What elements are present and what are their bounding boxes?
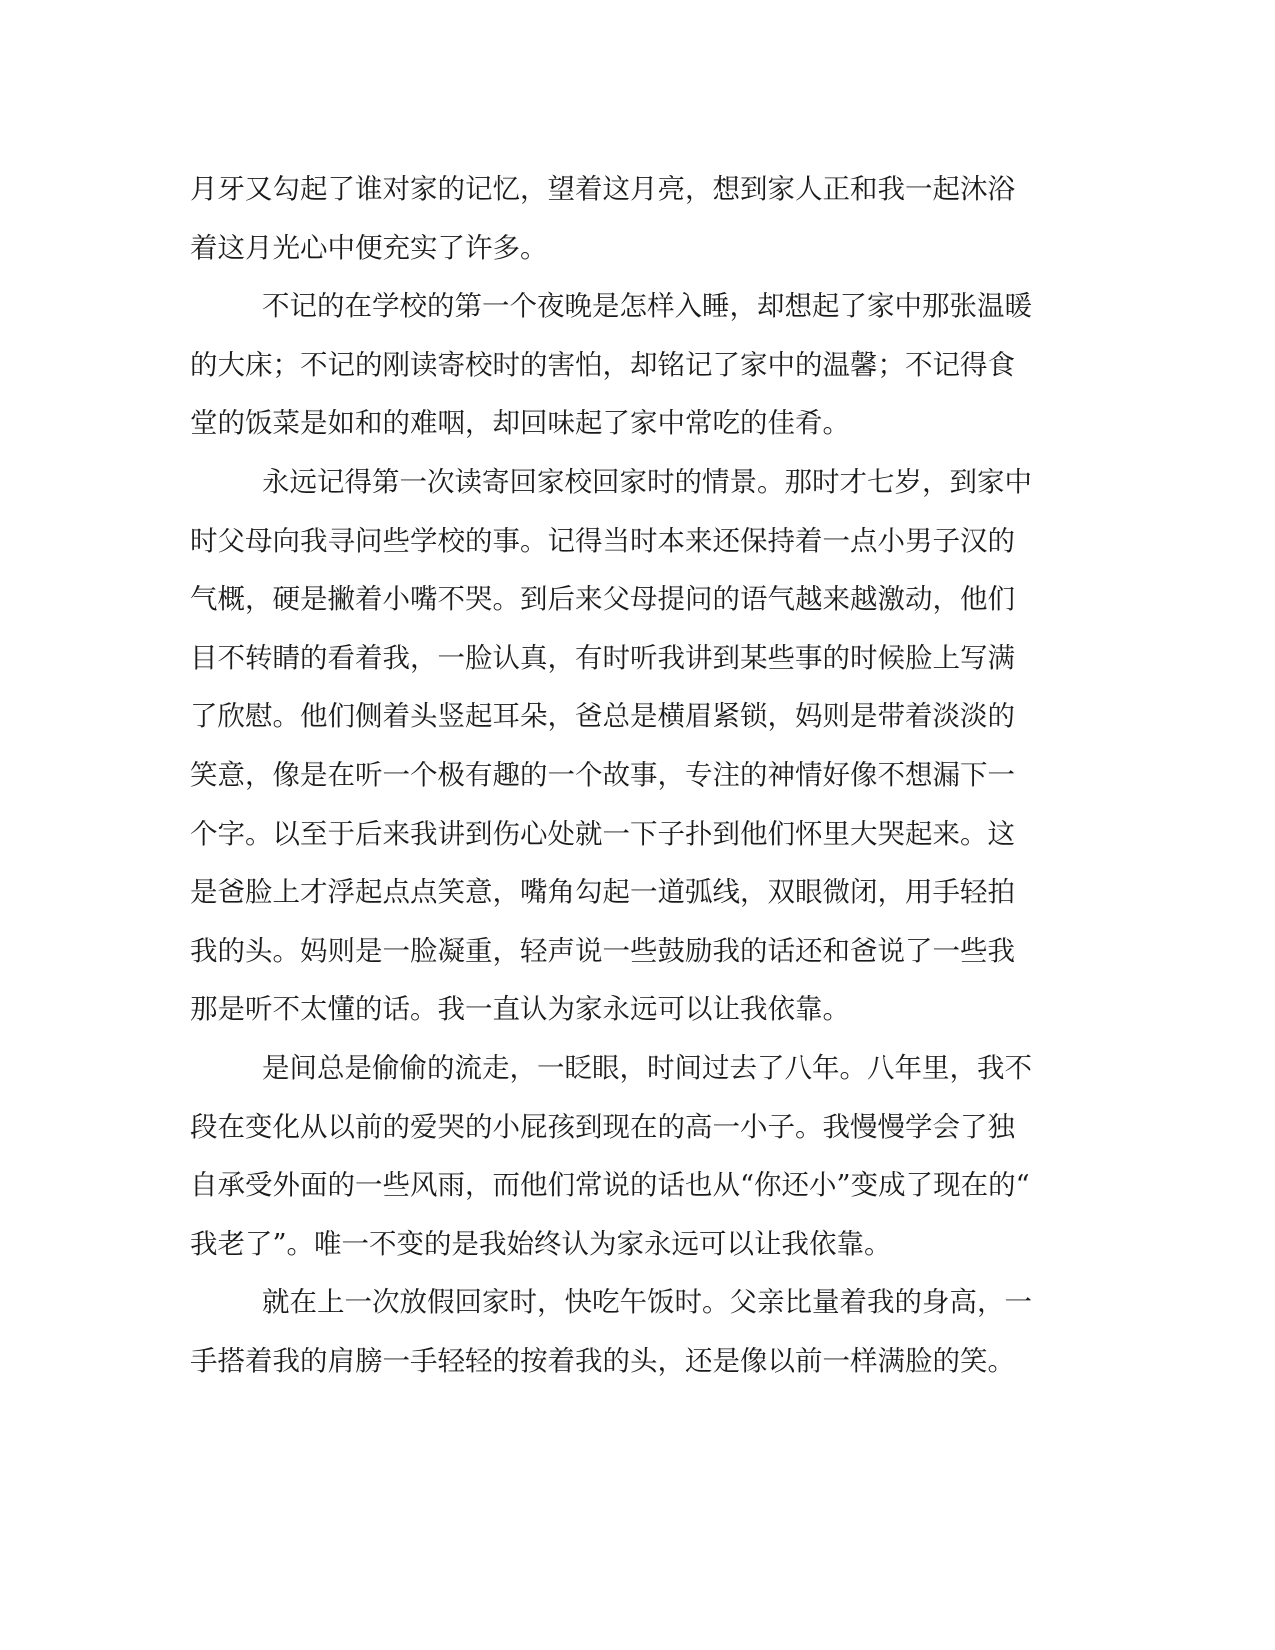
paragraph-first-line: 不记的在学校的第一个夜晚是怎样入睡，却想起了家中那张温暖	[262, 290, 1032, 323]
paragraph-first-line: 就在上一次放假回家时，快吃午饭时。父亲比量着我的身高，一	[262, 1286, 1032, 1319]
text-line: 月牙又勾起了谁对家的记忆，望着这月亮，想到家人正和我一起沐浴	[190, 173, 1015, 205]
paragraph-first-line: 永远记得第一次读寄回家校回家时的情景。那时才七岁，到家中	[262, 465, 1032, 498]
paragraph-first-line: 是间总是偷偷的流走，一眨眼，时间过去了八年。八年里，我不	[262, 1051, 1032, 1084]
text-line: 目不转睛的看着我，一脸认真，有时听我讲到某些事的时候脸上写满	[190, 641, 1015, 674]
text-line: 气概，硬是撇着小嘴不哭。到后来父母提问的语气越来越激动，他们	[190, 583, 1015, 616]
text-line: 个字。以至于后来我讲到伤心处就一下子扑到他们怀里大哭起来。这	[190, 817, 1015, 850]
text-line: 那是听不太懂的话。我一直认为家永远可以让我依靠。	[190, 993, 850, 1026]
text-line: 段在变化从以前的爱哭的小屁孩到现在的高一小子。我慢慢学会了独	[190, 1110, 1015, 1143]
text-line: 堂的饭菜是如和的难咽，却回味起了家中常吃的佳肴。	[190, 407, 850, 440]
text-line: 的大床；不记的刚读寄校时的害怕，却铭记了家中的温馨；不记得食	[190, 348, 1015, 381]
text-line: 我的头。妈则是一脸凝重，轻声说一些鼓励我的话还和爸说了一些我	[190, 934, 1015, 967]
text-line: 笑意，像是在听一个极有趣的一个故事，专注的神情好像不想漏下一	[190, 758, 1015, 791]
text-line: 是爸脸上才浮起点点笑意，嘴角勾起一道弧线，双眼微闭，用手轻拍	[190, 876, 1015, 909]
text-line: 自承受外面的一些风雨，而他们常说的话也从“你还小”变成了现在的“	[190, 1169, 1030, 1202]
text-line: 手搭着我的肩膀一手轻轻的按着我的头，还是像以前一样满脸的笑。	[190, 1344, 1015, 1377]
text-line: 着这月光心中便充实了许多。	[190, 231, 548, 264]
body-text	[190, 160, 1090, 1390]
text-line: 了欣慰。他们侧着头竖起耳朵，爸总是横眉紧锁，妈则是带着淡淡的	[190, 700, 1015, 733]
text-line: 时父母向我寻问些学校的事。记得当时本来还保持着一点小男子汉的	[190, 524, 1015, 557]
text-line: 我老了”。唯一不变的是我始终认为家永远可以让我依靠。	[190, 1227, 892, 1260]
